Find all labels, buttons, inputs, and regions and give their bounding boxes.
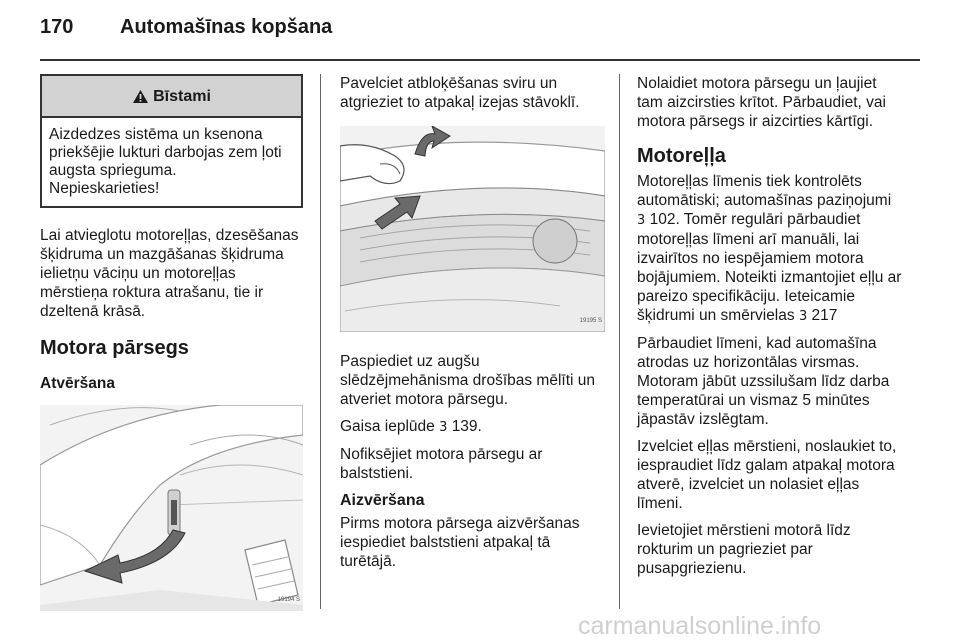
page-reference-arrow-icon: 3 <box>439 420 448 435</box>
lower-hood-paragraph: Nolaidiet motora pārsegu un ļaujiet tam aizcirsties krītot. Pārbaudiet, vai motora pārsegs ir aizcirties kārtīgi. <box>637 75 886 130</box>
warning-box <box>40 74 303 208</box>
warning-line: Nepieskarieties! <box>49 180 160 197</box>
page-header <box>40 16 332 50</box>
release-lever-paragraph: Pavelciet atbloķēšanas sviru un atgrieziet to atpakaļ izejas stāvoklī. <box>340 75 580 111</box>
header-rule <box>40 59 920 61</box>
oil-level-paragraph <box>637 172 903 326</box>
fluid-caps-paragraph: Lai atvieglotu motoreļļas, dzesēšanas šķidruma un mazgāšanas šķidruma ielietņu vāciņu un motoreļļas mērstieņa roktura atrašanu, tie ir dzeltenā krāsā. <box>40 227 299 320</box>
insert-dipstick-paragraph: Ievietojiet mērstieni motorā līdz rokturim un pagrieziet par pusapgriezienu. <box>637 522 851 577</box>
vehicle-messages-page[interactable]: 102. <box>649 211 680 228</box>
section-title-engine-oil: Motoreļļa <box>637 145 726 167</box>
column-divider <box>619 74 620 609</box>
column-right <box>637 74 903 586</box>
hood-latch-illustration <box>340 126 605 332</box>
fluids-lubricants-page[interactable]: 217 <box>811 307 838 324</box>
column-middle <box>340 74 605 579</box>
column-divider <box>320 74 321 609</box>
subsection-title-opening: Atvēršana <box>40 375 115 392</box>
warning-body <box>42 118 301 206</box>
air-intake-page[interactable]: 139. <box>451 418 482 435</box>
page-reference-arrow-icon: 3 <box>798 309 808 324</box>
warning-line: Aizdedzes sistēma un ksenona priekšējie lukturi darbojas zem ļoti augsta sprieguma. <box>49 126 282 179</box>
page-reference-arrow-icon: 3 <box>637 213 646 228</box>
warning-title: Bīstami <box>153 87 211 105</box>
column-left <box>40 74 303 611</box>
figure-code: 19195 S <box>579 318 602 324</box>
oil-level-text-cont: Tomēr regulāri pārbaudiet motoreļļas līmeni arī manuāli, lai izvairītos no iespējamiem motora bojājumiem. Noteikti izmantojiet eļļu ar pareizo specifikāciju. Ieteicamie šķidrumi un smērvielas <box>637 211 902 324</box>
warning-triangle-icon <box>132 89 149 104</box>
support-rod-paragraph: Nofiksējiet motora pārsegu ar balststieni. <box>340 446 543 482</box>
hood-release-illustration <box>40 405 303 611</box>
safety-catch-paragraph: Paspiediet uz augšu slēdzējmehānisma drošības mēlīti un atveriet motora pārsegu. <box>340 353 596 408</box>
figure-code: 19194 S <box>277 597 300 603</box>
dipstick-paragraph: Izvelciet eļļas mērstieni, noslaukiet to, iespraudiet līdz galam atpakaļ motora atverē, izvelciet un nolasiet eļļas līmeni. <box>637 438 897 512</box>
watermark: carmanualsonline.info <box>578 612 822 640</box>
page-number: 170 <box>40 16 74 38</box>
subsection-title-closing: Aizvēršana <box>340 492 425 509</box>
warning-header <box>42 76 301 118</box>
hood-release-lever-figure <box>40 405 303 611</box>
air-intake-text: Gaisa ieplūde <box>340 418 440 435</box>
hood-latch-figure <box>340 126 605 332</box>
chapter-title: Automašīnas kopšana <box>120 16 333 38</box>
section-title-hood: Motora pārsegs <box>40 337 189 359</box>
air-intake-paragraph <box>340 417 605 437</box>
oil-level-text: Motoreļļas līmenis tiek kontrolēts automātiski; automašīnas paziņojumi <box>637 173 892 209</box>
check-level-paragraph: Pārbaudiet līmeni, kad automašīna atrodas uz horizontālas virsmas. Motoram jābūt uzssilušam līdz darba temperatūrai un vismaz 5 minūtes jāpastāv izslēgtam. <box>637 335 890 428</box>
closing-paragraph: Pirms motora pārsega aizvēršanas iespiediet balststieni atpakaļ tā turētājā. <box>340 515 580 570</box>
